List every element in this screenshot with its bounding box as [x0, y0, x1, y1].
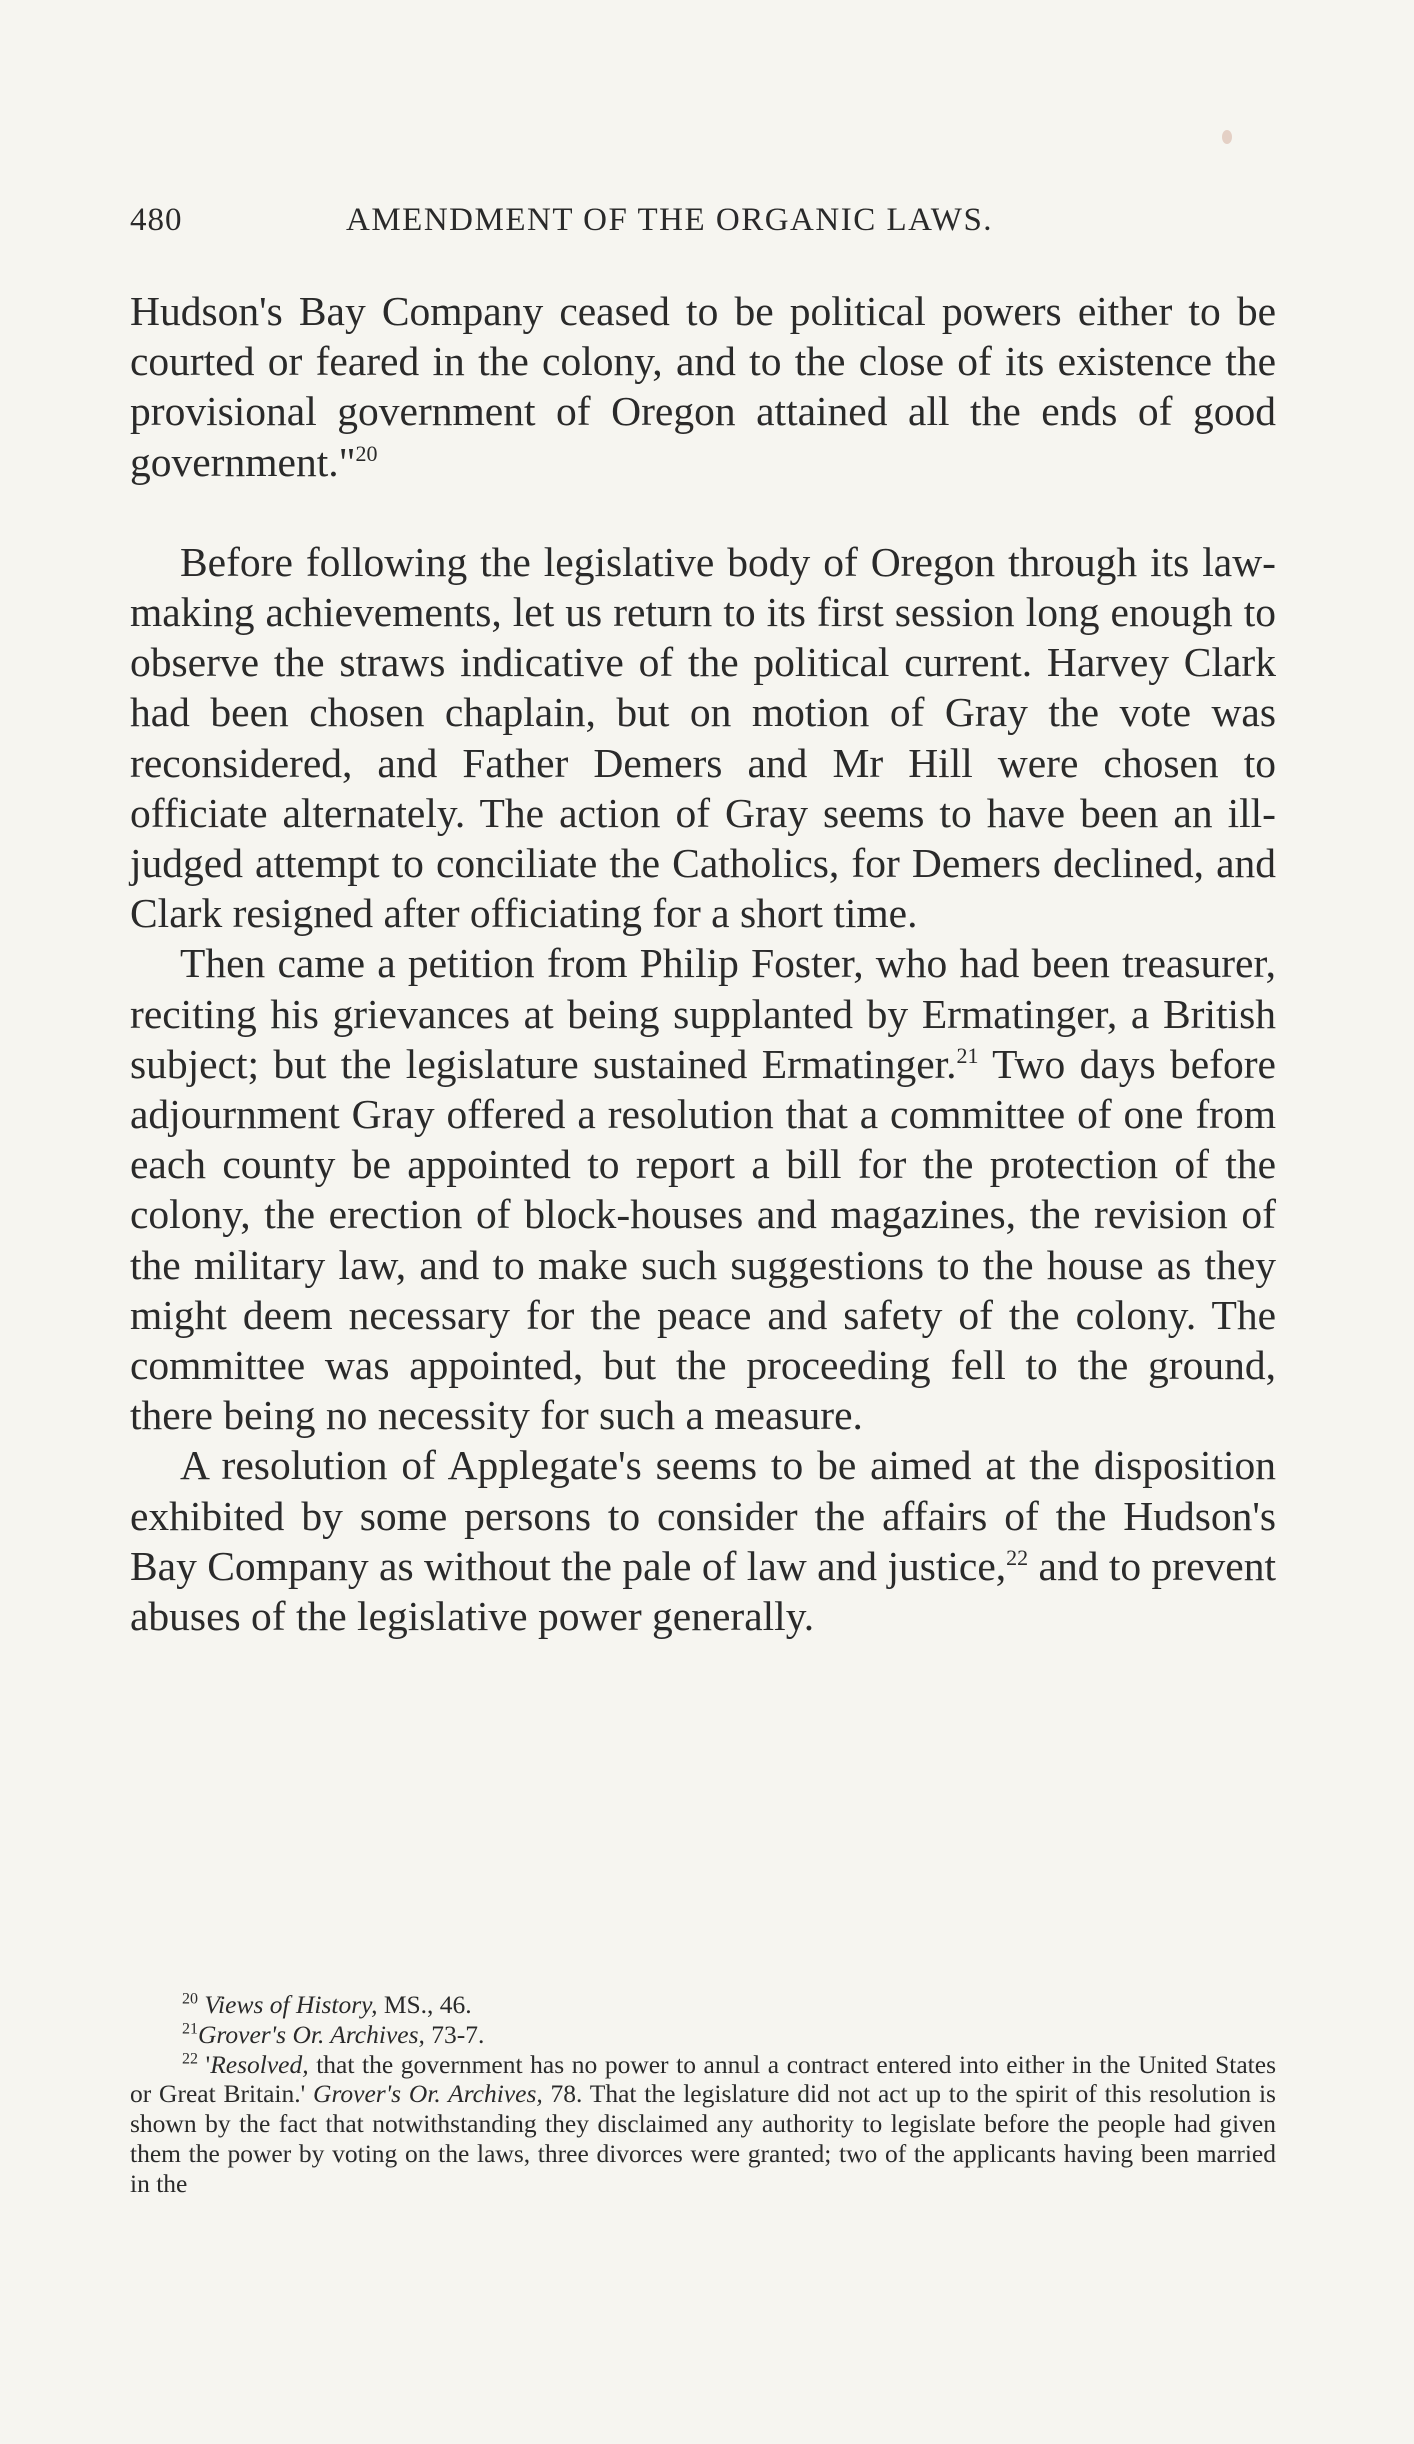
footnote-20 — [130, 1990, 1276, 2020]
paragraph-text: Hudson's Bay Company ceased to be political powers either to be courted or feared in the colony, and to the close of its existence the provisional government of Oregon attained all the ends of good government." — [130, 288, 1276, 485]
footnote-number: 22 — [182, 2050, 198, 2068]
footnote-ref-20: 20 — [355, 440, 378, 466]
footnote-ref-21: 21 — [956, 1043, 979, 1069]
paragraph-applegate-resolution — [130, 1440, 1276, 1641]
page-header — [130, 202, 1280, 246]
footnote-number: 20 — [182, 1990, 198, 2008]
footnote-source: Grover's Or. Archives, — [198, 2019, 425, 2049]
footnote-text: 78. That the legislature did not act up to the spirit of this resolution is shown by the fact that notwithstanding they disclaimed any authority to legislate before the people had given them the power by voting on the laws, three divorces were granted; two of the applicants having been married in the — [130, 2079, 1276, 2198]
paragraph-text: Two days before adjournment Gray offered a resolution that a committee of one from each county be appointed to report a bill for the protection of the colony, the erection of block-houses and magazines, the revision of the military law, and to make such suggestions to the house as they might deem necessary for the peace and safety of the colony. The committee was appointed, but the proceeding fell to the ground, there being no necessity for such a measure. — [130, 1040, 1276, 1439]
footnote-text: MS., 46. — [377, 1990, 472, 2019]
paragraph-text: Before following the legislative body of Oregon through its law-making achievements, let us return to its first session long enough to observe the straws indicative of the political current. Harvey Clark had been chosen chaplain, but on motion of Gray the vote was reconsidered, and Father Demers and Mr Hill were chosen to officiate alternately. The action of Gray seems to have been an ill-judged attempt to conciliate the Catholics, for Demers declined, and Clark resigned after officiating for a short time. — [130, 538, 1276, 937]
page-number: 480 — [130, 202, 183, 238]
footnote-21 — [130, 2020, 1276, 2050]
footnote-source: Views of History, — [204, 1990, 378, 2019]
paragraph-text: Then came a petition from Philip Foster, who had been treasurer, reciting his grievances at being supplanted by Ermatinger, a British subject; but the legislature sustained Ermatinger. — [130, 940, 1276, 1087]
footnote-quote-mark: ' — [198, 2049, 211, 2079]
footnote-number: 21 — [182, 2020, 198, 2038]
footnote-text: 73-7. — [424, 2019, 485, 2049]
paragraph-foster-petition — [130, 938, 1276, 1440]
footnotes — [130, 1990, 1276, 2199]
footnote-resolved: Resolved, — [210, 2049, 309, 2079]
paragraph-continuation — [130, 286, 1276, 487]
footnote-ref-22: 22 — [1006, 1545, 1029, 1571]
footnote-22 — [130, 2050, 1276, 2199]
footnote-source: Grover's Or. Archives, — [313, 2079, 543, 2109]
paragraph-text: and to prevent abuses of the legislative power generally. — [130, 1542, 1276, 1640]
paragraph-text: A resolution of Applegate's seems to be aimed at the disposition exhibited by some persons to consider the affairs of the Hudson's Bay Company as without the pale of law and justice, — [130, 1442, 1276, 1589]
running-title: AMENDMENT OF THE ORGANIC LAWS. — [346, 202, 994, 238]
paragraph-first-session — [130, 537, 1276, 939]
footnote-text: that the government has no power to annul a contract entered into either in the United States or Great Britain.' — [130, 2049, 1276, 2109]
paper-smudge — [1222, 130, 1232, 144]
body-text — [130, 286, 1276, 1641]
